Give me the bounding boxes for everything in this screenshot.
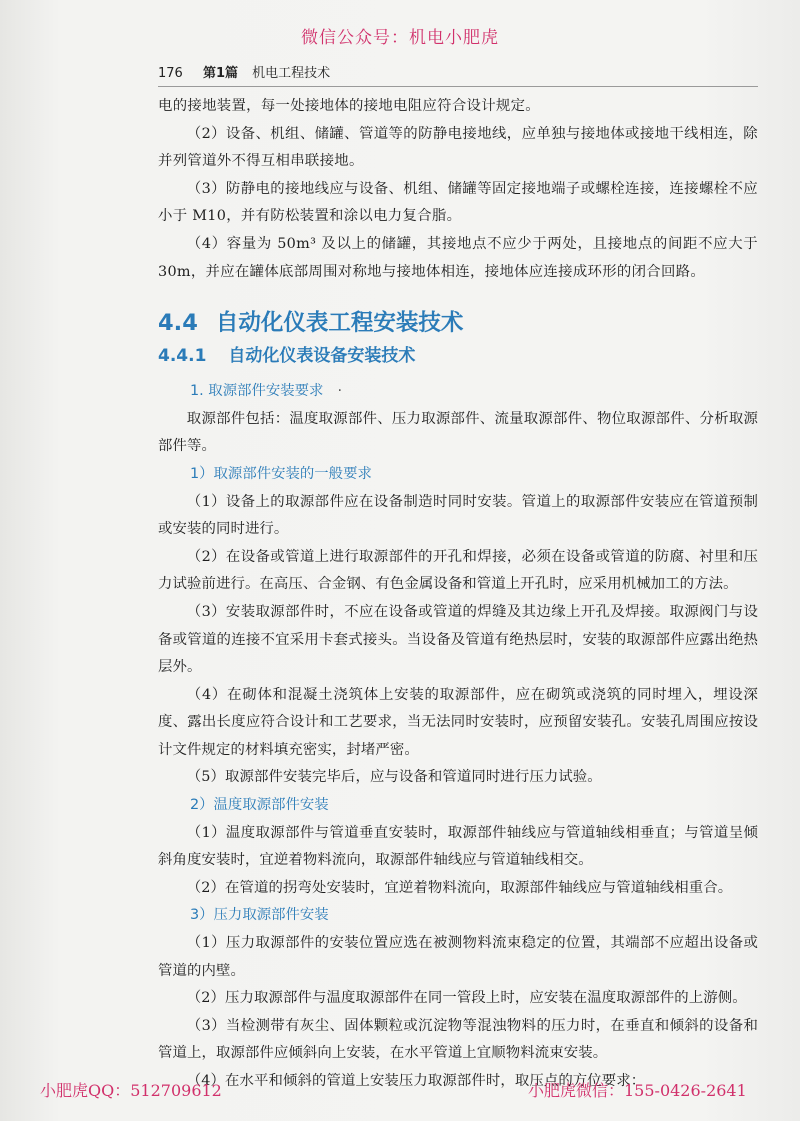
paragraph: （3）当检测带有灰尘、固体颗粒或沉淀物等混浊物料的压力时，在垂直和倾斜的设备和管道上，取源部件应倾斜向上安装，在水平管道上宜顺物料流束安装。 <box>158 1017 758 1062</box>
header-title: 机电工程技术 <box>252 66 331 81</box>
paragraph: （2）设备、机组、储罐、管道等的防静电接地线，应单独与接地体或接地干线相连，除并列管道外不得互相串联接地。 <box>158 125 758 170</box>
group-heading: 3）压力取源部件安装 <box>190 907 329 924</box>
paragraph: （2）在管道的拐弯处安装时，宜逆着物料流向，取源部件轴线应与管道轴线相重合。 <box>186 879 733 896</box>
section-heading <box>158 306 758 340</box>
stray-mark: · <box>337 383 343 400</box>
header-rule <box>158 86 758 87</box>
section-number: 4.4 <box>158 310 198 337</box>
section-title: 自动化仪表工程安装技术 <box>215 310 464 337</box>
subsection-number: 4.4.1 <box>158 346 207 367</box>
page-number: 176 <box>158 66 183 81</box>
paragraph: （1）设备上的取源部件应在设备制造时同时安装。管道上的取源部件安装应在管道预制或安装的同时进行。 <box>158 493 758 538</box>
paragraph: （4）容量为 50m³ 及以上的储罐，其接地点不应少于两处，且接地点的间距不应大于 30m，并应在罐体底部周围对称地与接地体相连，接地体应连接成环形的闭合回路。 <box>158 235 758 280</box>
item-heading-text: 1. 取源部件安装要求 <box>190 383 324 400</box>
paragraph: （2）压力取源部件与温度取源部件在同一管段上时，应安装在温度取源部件的上游侧。 <box>186 990 747 1007</box>
watermark-bottom-right: 小肥虎微信：155-0426-2641 <box>528 1081 747 1100</box>
page-body <box>158 93 758 1096</box>
group-heading: 2）温度取源部件安装 <box>190 797 329 814</box>
paragraph: （3）安装取源部件时，不应在设备或管道的焊缝及其边缘上开孔及焊接。取源阀门与设备或管道的连接不宜采用卡套式接头。当设备及管道有绝热层时，安装的取源部件应露出绝热层外。 <box>158 603 758 676</box>
watermark-top: 微信公众号：机电小肥虎 <box>301 28 499 48</box>
paragraph: （1）温度取源部件与管道垂直安装时，取源部件轴线应与管道轴线相垂直；与管道呈倾斜角度安装时，宜逆着物料流向，取源部件轴线应与管道轴线相交。 <box>158 824 758 869</box>
paragraph: 电的接地装置，每一处接地体的接地电阻应符合设计规定。 <box>158 98 540 114</box>
group-heading: 1）取源部件安装的一般要求 <box>190 465 372 482</box>
paragraph: （4）在砌体和混凝土浇筑体上安装的取源部件，应在砌筑或浇筑的同时埋入，埋设深度、露出长度应符合设计和工艺要求，当无法同时安装时，应预留安装孔。安装孔周围应按设计文件规定的材料填充密实，封堵严密。 <box>158 686 758 758</box>
paragraph: （5）取源部件安装完毕后，应与设备和管道同时进行压力试验。 <box>186 769 602 786</box>
paragraph: （2）在设备或管道上进行取源部件的开孔和焊接，必须在设备或管道的防腐、衬里和压力试验前进行。在高压、合金钢、有色金属设备和管道上开孔时，应采用机械加工的方法。 <box>158 548 758 593</box>
watermark-bottom-left: 小肥虎QQ：512709612 <box>40 1081 222 1100</box>
paragraph: （3）防静电的接地线应与设备、机组、储罐等固定接地端子或螺栓连接，连接螺栓不应小于 M10，并有防松装置和涂以电力复合脂。 <box>158 180 758 225</box>
item-heading <box>158 378 758 406</box>
paragraph: （4）在水平和倾斜的管道上安装压力取源部件时，取压点的方位要求： <box>186 1073 646 1089</box>
running-header <box>158 62 330 81</box>
paragraph: （1）压力取源部件的安装位置应选在被测物料流束稳定的位置，其端部不应超出设备或管道的内壁。 <box>158 935 758 979</box>
subsection-heading <box>158 342 758 370</box>
subsection-title: 自动化仪表设备安装技术 <box>228 346 416 367</box>
paragraph: 取源部件包括：温度取源部件、压力取源部件、流量取源部件、物位取源部件、分析取源部件等。 <box>158 410 758 455</box>
part-label: 第1篇 <box>202 66 239 81</box>
